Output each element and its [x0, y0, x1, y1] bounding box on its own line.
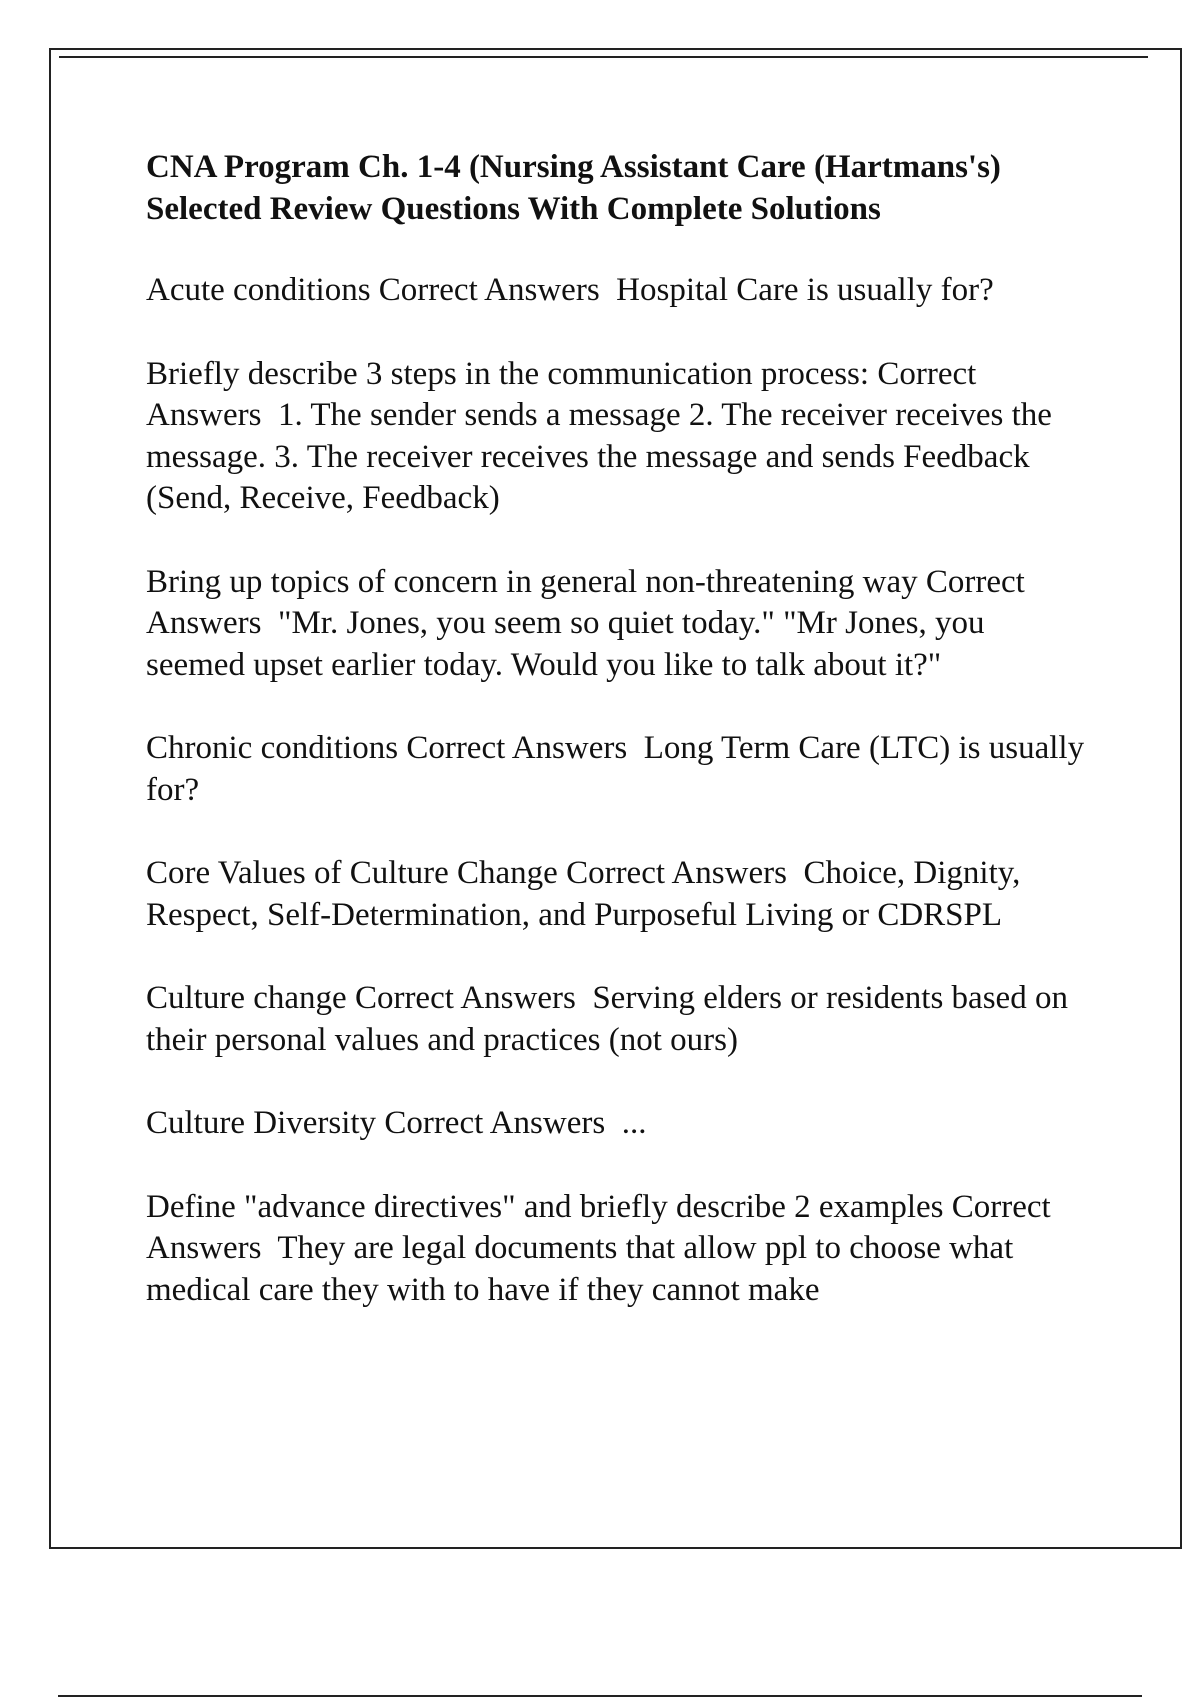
- document-content: [146, 146, 1086, 1353]
- question-term: Acute conditions: [146, 272, 371, 308]
- answer-label: Correct Answers: [146, 355, 977, 433]
- question-term: Define "advance directives" and briefly describe 2 examples: [146, 1188, 944, 1225]
- qa-item: [146, 853, 1086, 936]
- bottom-rule: [58, 1695, 1142, 1697]
- answer-text: ...: [621, 1105, 647, 1141]
- answer-text: "Mr. Jones, you seem so quiet today." "Mr Jones, you seemed upset earlier today. Would you like to talk about it?": [146, 605, 985, 683]
- qa-item: [146, 354, 1086, 520]
- answer-label: Correct Answers: [384, 1105, 606, 1141]
- answer-label: Correct Answers: [146, 1188, 1051, 1266]
- answer-label: Correct Answers: [566, 855, 787, 891]
- answer-text: Choice, Dignity, Respect, Self-Determination, and Purposeful Living or CDRSPL: [146, 855, 1021, 933]
- qa-item: [146, 978, 1086, 1061]
- qa-item: [146, 728, 1086, 811]
- question-term: Culture change: [146, 980, 347, 1016]
- answer-text: Long Term Care (LTC) is usually for?: [146, 730, 1085, 808]
- question-term: Culture Diversity: [146, 1105, 377, 1141]
- qa-item: [146, 1187, 1086, 1312]
- answer-label: Correct Answers: [146, 563, 1025, 641]
- qa-item: [146, 1103, 1086, 1145]
- qa-item: [146, 270, 1086, 312]
- question-term: Core Values of Culture Change: [146, 855, 558, 891]
- answer-text: Serving elders or residents based on their personal values and practices (not ours): [146, 980, 1068, 1058]
- answer-label: Correct Answers: [378, 272, 600, 308]
- document-title: CNA Program Ch. 1-4 (Nursing Assistant Care (Hartmans's) Selected Review Questions With Complete Solutions: [146, 149, 1001, 227]
- answer-text: Hospital Care is usually for?: [616, 272, 994, 308]
- answer-text: They are legal documents that allow ppl to choose what medical care they with to have if they cannot make: [146, 1230, 1014, 1308]
- answer-label: Correct Answers: [406, 730, 628, 766]
- answer-label: Correct Answers: [354, 980, 576, 1016]
- question-term: Chronic conditions: [146, 730, 399, 766]
- question-term: Briefly describe 3 steps in the communication process:: [146, 355, 870, 392]
- answer-text: 1. The sender sends a message 2. The receiver receives the message. 3. The receiver receives the message and sends Feedback (Send, Receive, Feedback): [146, 397, 1052, 516]
- qa-item: [146, 562, 1086, 687]
- top-rule: [59, 56, 1148, 58]
- question-term: Bring up topics of concern in general non-threatening way: [146, 563, 918, 600]
